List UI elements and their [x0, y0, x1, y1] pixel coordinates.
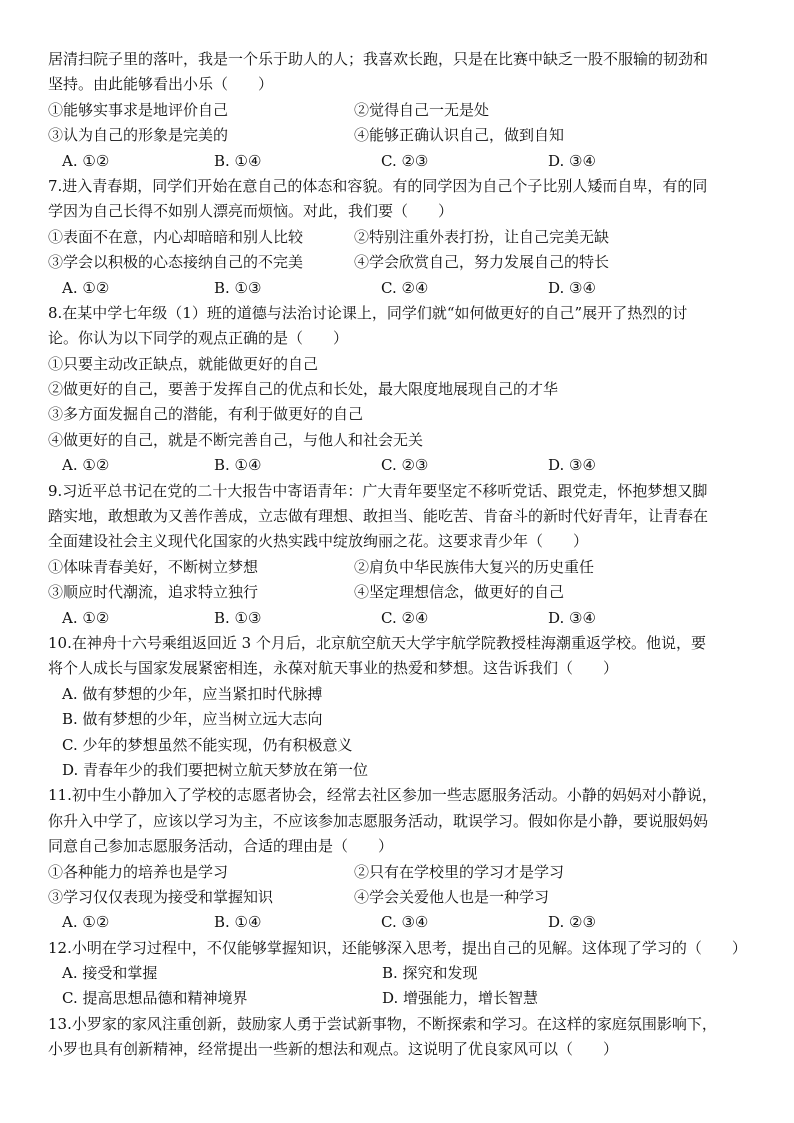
- choice-c[interactable]: C. ②④: [381, 278, 429, 297]
- statement-1: ①只要主动改正缺点，就能做更好的自己: [48, 354, 319, 373]
- question-stem-line: 你升入中学了，应该以学习为主，不应该参加志愿服务活动，耽误学习。假如你是小静，要说服妈妈: [48, 811, 709, 830]
- statement-2: ②做更好的自己，要善于发挥自己的优点和长处，最大限度地展现自己的才华: [48, 380, 559, 399]
- question-8: [48, 301, 754, 479]
- statement-row: [48, 225, 754, 250]
- choice-row: [48, 606, 754, 631]
- choice-c[interactable]: C. ②④: [381, 608, 429, 627]
- choice-d[interactable]: D. ③④: [548, 608, 596, 627]
- choice-c[interactable]: C. ②③: [381, 456, 429, 475]
- choice-c[interactable]: C. ②③: [381, 151, 429, 170]
- statement-3: ③多方面发掘自己的潜能，有利于做更好的自己: [48, 405, 364, 424]
- question-10: [48, 631, 754, 783]
- question-stem-line: 11.初中生小静加入了学校的志愿者协会，经常去社区参加一些志愿服务活动。小静的妈妈对小静说，: [48, 786, 717, 805]
- choice-b[interactable]: B. ①③: [214, 608, 262, 627]
- choice-d[interactable]: D. ③④: [548, 151, 596, 170]
- statement-row: [48, 250, 754, 275]
- question-11: [48, 783, 754, 935]
- question-stem-line: 全面建设社会主义现代化国家的火热实践中绽放绚丽之花。这要求青少年（ ）: [48, 532, 589, 551]
- choice-b[interactable]: B. ①④: [214, 913, 262, 932]
- statement-2: ②特别注重外表打扮，让自己完美无缺: [354, 227, 610, 246]
- question-stem-line: 踏实地，敢想敢为又善作善成，立志做有理想、敢担当、能吃苦、肯奋斗的新时代好青年，让青春在: [48, 507, 709, 526]
- statement-4: ④坚定理想信念，做更好的自己: [354, 583, 565, 602]
- option-d[interactable]: D. 青春年少的我们要把树立航天梦放在第一位: [62, 760, 369, 779]
- question-stem-line: 7.进入青春期，同学们开始在意自己的体态和容貌。有的同学因为自己个子比别人矮而自卑，有的同: [48, 176, 708, 195]
- statement-2: ②肩负中华民族伟大复兴的历史重任: [354, 557, 595, 576]
- option-b[interactable]: B. 探究和发现: [382, 964, 478, 983]
- option-a[interactable]: A. 接受和掌握: [62, 964, 158, 983]
- statement-row: [48, 860, 754, 885]
- question-stem-line: 8.在某中学七年级（1）班的道德与法治讨论课上，同学们就“如何做更好的自己”展开了热烈的讨: [48, 303, 688, 322]
- option-d[interactable]: D. 增强能力，增长智慧: [382, 989, 539, 1008]
- statement-1: ①表面不在意，内心却暗暗和别人比较: [48, 227, 304, 246]
- statement-1: ①各种能力的培养也是学习: [48, 862, 229, 881]
- choice-row: [48, 149, 754, 174]
- question-stem-line: 学因为自己长得不如别人漂亮而烦恼。对此，我们要（ ）: [48, 202, 454, 221]
- exam-page: [48, 47, 754, 1063]
- choice-d[interactable]: D. ②③: [548, 913, 596, 932]
- option-a[interactable]: A. 做有梦想的少年，应当紧扣时代脉搏: [62, 684, 323, 703]
- question-13: [48, 1012, 754, 1063]
- statement-4: ④做更好的自己，就是不断完善自己，与他人和社会无关: [48, 430, 424, 449]
- statement-2: ②只有在学校里的学习才是学习: [354, 862, 565, 881]
- statement-2: ②觉得自己一无是处: [354, 100, 490, 119]
- choice-row: [48, 910, 754, 935]
- question-6: [48, 47, 754, 174]
- question-stem-line: 10.在神舟十六号乘组返回近 3 个月后，北京航空航天大学宇航学院教授桂海潮重返学校。他说，要: [48, 633, 706, 652]
- question-9: [48, 479, 754, 631]
- choice-a[interactable]: A. ①②: [62, 913, 110, 932]
- option-b[interactable]: B. 做有梦想的少年，应当树立远大志向: [62, 710, 323, 729]
- option-c[interactable]: C. 提高思想品德和精神境界: [62, 989, 248, 1008]
- option-row: [48, 986, 754, 1011]
- question-stem-line: 12.小明在学习过程中，不仅能够掌握知识，还能够深入思考，提出自己的见解。这体现了学习的（ ）: [48, 938, 747, 957]
- statement-4: ④学会欣赏自己，努力发展自己的特长: [354, 253, 610, 272]
- statement-3: ③认为自己的形象是完美的: [48, 126, 229, 145]
- statement-4: ④能够正确认识自己，做到自知: [354, 126, 565, 145]
- question-stem-line: 居清扫院子里的落叶，我是一个乐于助人的人；我喜欢长跑，只是在比赛中缺乏一股不服输的韧劲和: [48, 50, 709, 68]
- statement-3: ③学会以积极的心态接纳自己的不完美: [48, 253, 304, 272]
- choice-b[interactable]: B. ①④: [214, 456, 262, 475]
- question-stem-line: 13.小罗家的家风注重创新，鼓励家人勇于尝试新事物，不断探索和学习。在这样的家庭氛围影响下，: [48, 1014, 717, 1033]
- question-stem-line: 将个人成长与国家发展紧密相连，永葆对航天事业的热爱和梦想。这告诉我们（ ）: [48, 659, 619, 678]
- statement-1: ①体味青春美好，不断树立梦想: [48, 557, 259, 576]
- statement-1: ①能够实事求是地评价自己: [48, 100, 229, 119]
- choice-d[interactable]: D. ③④: [548, 278, 596, 297]
- choice-a[interactable]: A. ①②: [62, 456, 110, 475]
- statement-row: [48, 98, 754, 123]
- statement-row: [48, 555, 754, 580]
- choice-a[interactable]: A. ①②: [62, 278, 110, 297]
- statement-4: ④学会关爱他人也是一种学习: [354, 887, 550, 906]
- choice-a[interactable]: A. ①②: [62, 151, 110, 170]
- question-stem-line: 论。你认为以下同学的观点正确的是（ ）: [48, 329, 349, 348]
- choice-d[interactable]: D. ③④: [548, 456, 596, 475]
- option-c[interactable]: C. 少年的梦想虽然不能实现，仍有积极意义: [62, 735, 353, 754]
- question-7: [48, 174, 754, 301]
- question-stem-line: 小罗也具有创新精神，经常提出一些新的想法和观点。这说明了优良家风可以（ ）: [48, 1040, 619, 1059]
- statement-row: [48, 123, 754, 148]
- option-row: [48, 961, 754, 986]
- question-stem-line: 同意自己参加志愿服务活动，合适的理由是（ ）: [48, 837, 394, 856]
- statement-row: [48, 580, 754, 605]
- statement-row: [48, 885, 754, 910]
- statement-3: ③顺应时代潮流，追求特立独行: [48, 583, 259, 602]
- question-12: [48, 936, 754, 1012]
- choice-a[interactable]: A. ①②: [62, 608, 110, 627]
- choice-row: [48, 453, 754, 478]
- question-stem-line: 9.习近平总书记在党的二十大报告中寄语青年：广大青年要坚定不移听党话、跟党走，怀抱梦想又脚: [48, 481, 708, 500]
- choice-b[interactable]: B. ①④: [214, 151, 262, 170]
- question-stem-line: 坚持。由此能够看出小乐（ ）: [48, 75, 274, 94]
- choice-c[interactable]: C. ③④: [381, 913, 429, 932]
- choice-row: [48, 276, 754, 301]
- statement-3: ③学习仅仅表现为接受和掌握知识: [48, 887, 274, 906]
- choice-b[interactable]: B. ①③: [214, 278, 262, 297]
